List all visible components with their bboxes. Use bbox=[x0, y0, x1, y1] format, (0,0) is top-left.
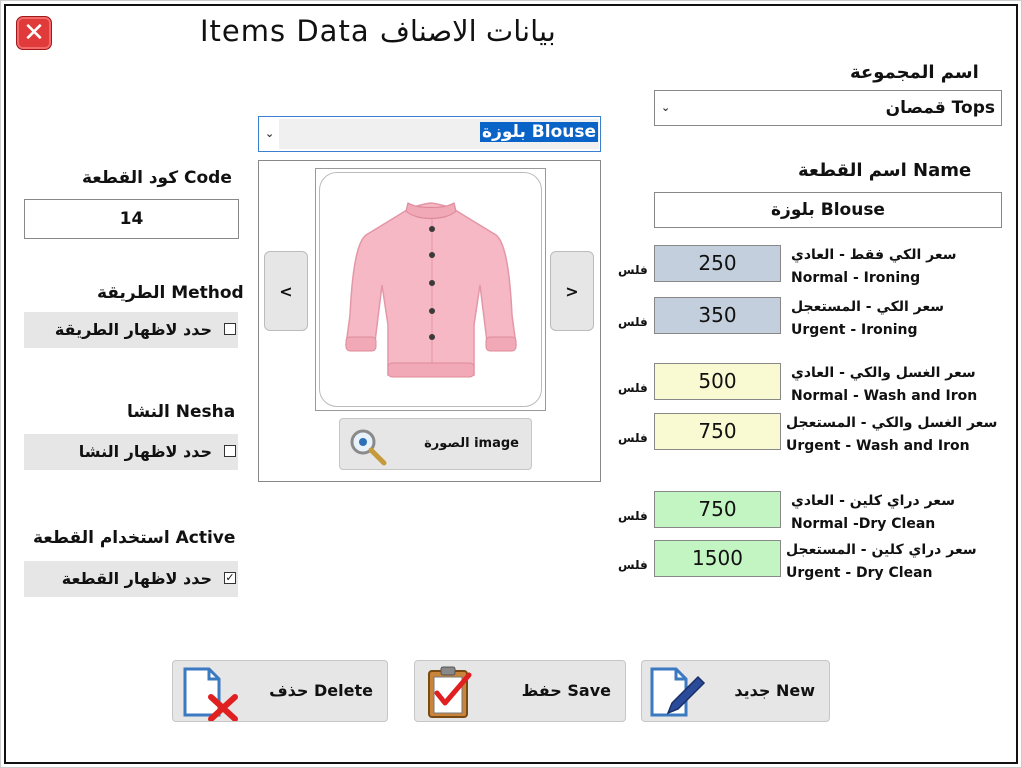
method-checkbox-row[interactable] bbox=[24, 312, 238, 348]
magnifier-icon bbox=[348, 427, 388, 467]
currency-unit: فلس bbox=[618, 263, 648, 277]
price-input[interactable]: 250 bbox=[654, 245, 781, 282]
price-label-en: Normal - Ironing bbox=[791, 270, 921, 286]
code-label: كود القطعة Code bbox=[82, 168, 232, 188]
item-name-input[interactable]: بلوزة Blouse bbox=[654, 192, 1002, 228]
nesha-checkbox-row[interactable] bbox=[24, 434, 238, 470]
item-select-value: بلوزة Blouse bbox=[482, 122, 596, 142]
price-input[interactable]: 1500 bbox=[654, 540, 781, 577]
currency-unit: فلس bbox=[618, 509, 648, 523]
price-input[interactable]: 350 bbox=[654, 297, 781, 334]
next-image-button[interactable]: > bbox=[550, 251, 594, 331]
price-label-en: Urgent - Dry Clean bbox=[786, 565, 933, 581]
nesha-label: النشا Nesha bbox=[127, 402, 236, 422]
group-label: اسم المجموعة bbox=[850, 62, 979, 83]
group-select-value: قمصان Tops bbox=[885, 98, 995, 118]
method-checkbox-label: حدد لاظهار الطريقة bbox=[54, 320, 212, 339]
save-clipboard-icon bbox=[421, 663, 483, 721]
currency-unit: فلس bbox=[618, 315, 648, 329]
price-label-en: Urgent - Wash and Iron bbox=[786, 438, 970, 454]
new-button-label: جديد New bbox=[734, 681, 815, 700]
page-title: Items Data بيانات الاصناف bbox=[200, 14, 556, 48]
save-button[interactable] bbox=[414, 660, 626, 722]
item-select[interactable] bbox=[258, 116, 601, 152]
image-frame bbox=[315, 168, 546, 411]
new-button[interactable] bbox=[641, 660, 830, 722]
price-input[interactable]: 500 bbox=[654, 363, 781, 400]
group-select[interactable] bbox=[654, 90, 1002, 126]
delete-file-icon bbox=[175, 663, 239, 721]
delete-button-label: حذف Delete bbox=[269, 681, 373, 700]
currency-unit: فلس bbox=[618, 431, 648, 445]
save-button-label: حفظ Save bbox=[521, 681, 611, 700]
currency-unit: فلس bbox=[618, 558, 648, 572]
chevron-down-icon: ⌄ bbox=[265, 127, 275, 140]
image-button-label: الصورة image bbox=[424, 436, 519, 451]
price-label-ar: سعر الكي - المستعجل bbox=[791, 299, 945, 315]
active-checkbox[interactable]: ✓ bbox=[225, 571, 235, 584]
active-label: استخدام القطعة Active bbox=[33, 528, 236, 548]
price-label-en: Urgent - Ironing bbox=[791, 322, 918, 338]
price-label-ar: سعر دراي كلين - المستعجل bbox=[786, 542, 977, 558]
blouse-image bbox=[336, 195, 526, 385]
chevron-down-icon: ⌄ bbox=[661, 101, 671, 114]
close-button[interactable] bbox=[16, 16, 52, 50]
price-input[interactable]: 750 bbox=[654, 491, 781, 528]
price-input[interactable]: 750 bbox=[654, 413, 781, 450]
active-checkbox-row[interactable] bbox=[24, 561, 238, 597]
method-label: الطريقة Method bbox=[97, 283, 244, 303]
nesha-checkbox-label: حدد لاظهار النشا bbox=[78, 442, 212, 461]
code-input[interactable]: 14 bbox=[24, 199, 239, 239]
prev-image-button[interactable]: < bbox=[264, 251, 308, 331]
delete-button[interactable] bbox=[172, 660, 388, 722]
currency-unit: فلس bbox=[618, 381, 648, 395]
image-button[interactable] bbox=[339, 418, 532, 470]
method-checkbox[interactable] bbox=[224, 323, 236, 335]
item-name-label: اسم القطعة Name bbox=[798, 160, 972, 181]
active-checkbox-label: حدد لاظهار القطعة bbox=[61, 569, 212, 588]
price-label-ar: سعر الغسل والكي - المستعجل bbox=[786, 415, 998, 431]
price-label-en: Normal -Dry Clean bbox=[791, 516, 936, 532]
price-label-ar: سعر دراي كلين - العادي bbox=[791, 493, 955, 509]
price-label-en: Normal - Wash and Iron bbox=[791, 388, 978, 404]
nesha-checkbox[interactable] bbox=[224, 445, 236, 457]
close-icon: ✕ bbox=[23, 18, 45, 48]
price-label-ar: سعر الكي فقط - العادي bbox=[791, 247, 957, 263]
price-label-ar: سعر الغسل والكي - العادي bbox=[791, 365, 976, 381]
new-document-icon bbox=[644, 663, 708, 721]
